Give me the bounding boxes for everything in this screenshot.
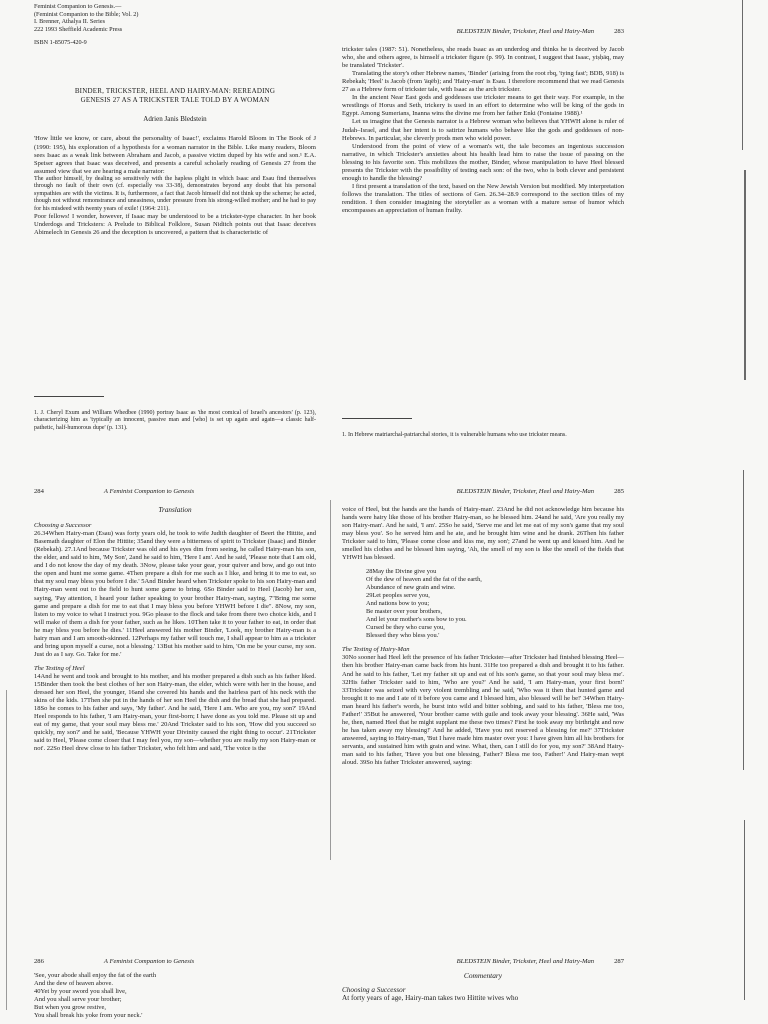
subheading: The Testing of Hairy-Man [342, 646, 410, 654]
running-head-title: BLEDSTEIN Binder, Trickster, Heel and Hairy-Man [456, 488, 595, 495]
poem-line: 'See, your abode shall enjoy the fat of the earth [34, 972, 157, 980]
section-title: Translation [158, 506, 192, 515]
poem-line: You shall break his yoke from your neck.' [34, 1012, 143, 1020]
scan-edge-line [742, 0, 743, 150]
body-paragraph: Poor fellows! I wonder, however, if Isaac may be understood to be a trickster-type character. In her book Underdogs and Tricksters: A Prelude to Biblical Folklore, Susan Niditch points out that Isaac deceives Abimelech in Genesis 26 and the deception is uncovered, a pattern that is characteristic of [34, 213, 316, 237]
section-title: Commentary [463, 971, 503, 981]
scan-edge-line [6, 690, 7, 1010]
body-paragraph: Translating the story's other Hebrew names, 'Binder' (arising from the root rbq, 'tying fast'; BDB, 918) is Rebekah; 'Heel' is Jacob (from 'āqēb); and 'Hairy-man' is Esau. I therefore recommend that we read Genesis 27 as a Hebrew form of trickster tale, with Isaac as the arch trickster. [342, 70, 624, 94]
isbn: ISBN 1-85075-420-9 [34, 39, 87, 47]
subheading: The Testing of Heel [34, 664, 85, 672]
poem-line: And nations bow to you; [366, 600, 430, 608]
running-head [342, 488, 624, 496]
body-paragraph: 30No sooner had Heel left the presence of his father Trickster—after Trickster had finished blessing Heel—then his brother Hairy-man came back from his hunt. 31He too prepared a dish and brought it to his father. And he said to his father, 'Let my father sit up and eat of his son's game, so that your soul may bless me'. 32His father Trickster said to him, 'Who are you?' And he said, 'I am Hairy-man, your first born!' 33Trickster was seized with very violent trembling and he said, 'Who was it then that hunted game and brought it to me and I ate of it before you came and I blessed him, also blessed will he be!' 34When Hairy-man heard his father's words, he burst into wild and bitter sobbing, and said to his father, 'Bless me too, Father!' 35But he answered, 'Your brother came with guile and took away your blessing'. 36He said, 'Was he, then, named Heel that he might supplant me these two times? First he took away my birthright and now he has taken away my blessing!' And he added, 'Have you not reserved a blessing for me?' 37Trickster answered, saying to Hairy-man, 'But I have made him master over you: I have given him all his brothers for servants, and sustained him with grain and wine. What, then, can I still do for you, my son?' 38And Hairy-man said to his father, 'Have you but one blessing, Father? Bless me too, Father!' And Hairy-man wept aloud. 39So his father Trickster answered, saying: [342, 654, 624, 767]
page-number: 287 [614, 958, 624, 965]
pubinfo-line: 222 1993 Sheffield Academic Press [34, 25, 123, 33]
poem-line: Cursed be they who curse you, [366, 624, 445, 632]
subheading: Choosing a Successor [342, 986, 406, 995]
body-paragraph: In the ancient Near East gods and goddesses use trickster means to get their way. For example, in the wrestlings of Horus and Seth, trickery is used in an effort to determine who will be king of the gods in Egypt. Among Sumerians, Inanna wins the divine me from her father Enki (Fontaine 1988).¹ [342, 94, 624, 118]
body-paragraph: 'How little we know, or care, about the personality of Isaac!', exclaims Harold Bloom in The Book of J (1990: 195), his exploration of a hypothesis for a woman narrator in the Bible. Like many readers, Bloom sees Isaac as a weak link between Abraham and Jacob, a passive victim duped by his wife and son.¹ E.A. Speiser agrees that Isaac was deceived, and presents a careful scholarly reading of Genesis 27 from the assumed view that we are hearing a male narrator: [34, 135, 316, 175]
scan-edge-line [744, 820, 745, 1000]
poem-line: But when you grow restive, [34, 1004, 107, 1012]
running-head [34, 488, 316, 496]
article-author: Adrien Janis Bledstein [143, 115, 207, 124]
running-head [34, 958, 316, 966]
poem-line: And you shall serve your brother; [34, 996, 122, 1004]
page-283 [342, 28, 624, 446]
page-number: 285 [614, 488, 624, 495]
page-287 [342, 958, 624, 1024]
footnote: 1. J. Cheryl Exum and William Whedbee (1990) portray Isaac as 'the most comical of Israel's ancestors' (p. 123), characterizing him as 'typically an innocent, passive man and [who] is set up again and again—a classic half-pathetic, half-humorous dupe' (p. 131). [34, 410, 316, 431]
page-285 [342, 488, 624, 858]
body-paragraph: I first present a translation of the text, based on the New Jewish Version but modified. My interpretation follows the translation. The titles of sections of Gen. 26.34–28.9 correspond to the section titles of my rendition. I then consider imagining the storyteller as a woman with a mature sense of humor which encompasses an appreciation of human frailty. [342, 182, 624, 214]
running-head-title: A Feminist Companion to Genesis [103, 958, 195, 965]
footnote: 1. In Hebrew matriarchal-patriarchal stories, it is vulnerable humans who use trickster means. [342, 432, 567, 438]
poem-line: Of the dew of heaven and the fat of the earth, [366, 576, 482, 584]
body-paragraph: 14And he went and took and brought to his mother, and his mother prepared a dish such as his father liked. 15Binder then took the best clothes of her son Hairy-man, the elder, which were with her in the house, and dressed her son Heel, the younger, 16and she covered his hands and the hairless part of his neck with the skins of the kids. 17Then she put in the hands of her son Heel the dish and the bread that she had prepared. 18So he comes to his father and says, 'My father'. And he said, 'Here I am. Who are you, my son?' 19And Heel responds to his father, 'I am Hairy-man, your first-born; I have done as you told me. Please sit up and eat of my game, that your soul may bless me.' 20And Trickster said to his son, 'How did you succeed so quickly, my son?' and he said, 'Because YHWH your Divinity caused the right thing to occur'. 21Trickster said to Heel, 'Please come closer that I may feel you, my son—whether you are really my son Hairy-man or not'. 22So Heel drew close to his father Trickster, who felt him and said, 'The voice is the [34, 672, 316, 753]
body-paragraph: Let us imagine that the Genesis narrator is a Hebrew woman who believes that YHWH alone is ruler of Judah–Israel, and that her intent is to satirize humans who behave like the gods and goddesses of non-Hebrews. In particular, she cleverly prods men who wield power. [342, 118, 624, 142]
footnote-rule [342, 418, 412, 419]
page-article-opening [34, 0, 316, 456]
scan-edge-line [744, 170, 746, 380]
poem-line: And let your mother's sons bow to you. [366, 616, 467, 624]
page-number: 286 [34, 958, 44, 965]
body-paragraph: Understood from the point of view of a woman's wit, the tale becomes an ingenious succession narrative, in which Trickster's anxieties about his health lead him to raise the issue of passing on the blessing to his favorite son. This mobilizes the mother, Binder, whose manipulation to have Heel blessed presents the Trickster with the possibility of testing each son: of the two, who is both clever and persistent enough to handle the blessing? [342, 142, 624, 182]
footnote-rule [34, 396, 104, 397]
pubinfo-line: (Feminist Companion to the Bible; Vol. 2) [34, 10, 139, 18]
page-284 [34, 488, 316, 858]
scan-edge-line [743, 470, 744, 770]
block-quote: The author himself, by dealing so sensitively with the hapless plight in which Isaac and Esau find themselves through no fault of their own (cf. especially vss 33-38), demonstrates beyond any doubt that his personal sympathies are with the victims. It is, furthermore, a fact that Jacob himself did not think up the scheme; he acted, though not without remonstrance and uneasiness, under pressure from his strong-willed mother; and he had to pay for his misdeed with twenty years of exile! (1964: 211). [34, 175, 316, 212]
poem-line: 29Let peoples serve you, [366, 592, 430, 600]
poem-line: Be master over your brothers, [366, 608, 443, 616]
page-286 [34, 958, 316, 1024]
subheading: Choosing a Successor [34, 522, 92, 530]
running-head-title: BLEDSTEIN Binder, Trickster, Heel and Hairy-Man [456, 958, 595, 965]
poem-line: And the dew of heaven above. [34, 980, 114, 988]
blessing-poem [366, 568, 624, 640]
poem-line: Blessed they who bless you.' [366, 632, 440, 640]
poem-line: Abundance of new grain and wine. [366, 584, 456, 592]
body-paragraph: 26.34When Hairy-man (Esau) was forty years old, he took to wife Judith daughter of Beeri the Hittite, and Basemath daughter of Elon the Hittite; 35and they were a bitterness of spirit to Trickster (Isaac) and Binder (Rebekah). 27.1And because Trickster was old and his eyes dim from seeing, he called Hairy-man his son, the elder, and said to him, 'My Son', 2and he said to him, 'Here I am'. And he said, 'Please note that I am old, and I do not know the day of my death. 3Now, please take your gear, your quiver and bow, and go out into the open and hunt me some game. 4Then prepare a dish for me such as I like, and bring it to me to eat, so that my soul may bless you before I die.' 5And Binder heard when Trickster spoke to his son Hairy-man and Hairy-man went out to the field to hunt some game to bring. 6So Binder said to Heel (Jacob) her son, saying, 'Pay attention, I heard your father speaking to your brother Hairy-man, saying, 7"Bring me some game and prepare a dish for me to eat that I may bless you before YHWH before I die". 8Now, my son, listen to my voice to what I instruct you. 9Go please to the flock and take from there two choice kids, and I will make of them a dish for your father, such as he likes. 10Then take it to your father to eat, in order that he may bless you before he dies.' 11Heel answered his mother Binder, 'Look, my brother Hairy-man is a hairy man and I am smooth-skinned. 12Perhaps my father will touch me, I shall appear to him as a trickster and bring upon myself a curse, not a blessing.' 13But his mother said to him, 'On me be your curse, my son. Just do as I say. Go. Take for me.' [34, 530, 316, 658]
article-title: BINDER, TRICKSTER, HEEL AND HAIRY-MAN: REREADING GENESIS 27 AS A TRICKSTER TALE TOLD BY A WOMAN [74, 87, 276, 105]
running-head-title: BLEDSTEIN Binder, Trickster, Heel and Hairy-Man [456, 28, 595, 35]
poem-continuation [34, 972, 316, 1020]
running-head-title: A Feminist Companion to Genesis [103, 488, 195, 495]
body-paragraph: voice of Heel, but the hands are the hands of Hairy-man'. 23And he did not acknowledge him because his hands were hairy like those of his brother Hairy-man, so he blessed him. 24and he said, 'Are you really my son Hairy-man'. And he said, 'I am'. 25So he said, 'Serve me and let me eat of my son's game that my soul may bless you'. So he served him and he ate, and he brought him wine and he drank. 26Then his father Trickster said to him, 'Please come close and kiss me, my son'; 27and he went up and kissed him. And he smelled his clothes and he blessed him saying, 'Ah, the smell of my son is like the smell of the fields that YHWH has blessed. [342, 506, 624, 562]
running-head [342, 28, 624, 36]
page-number: 283 [614, 28, 624, 35]
pubinfo-line: I. Brenner, Athalya II. Series [34, 18, 106, 26]
body-paragraph: At forty years of age, Hairy-man takes two Hittite wives who [342, 994, 519, 1003]
running-head [342, 958, 624, 966]
poem-line: 40Yet by your sword you shall live, [34, 988, 127, 996]
page-number: 284 [34, 488, 44, 495]
publication-info [34, 3, 316, 33]
body-paragraph: trickster tales (1987: 51). Nonetheless, she reads Isaac as an underdog and thinks he is deceived by Jacob who, she and others agree, is himself a trickster figure (p. 99). In contrast, I suggest that Isaac, yiṣḥāq, may be translated 'Trickster'. [342, 46, 624, 70]
scan-gutter-line [330, 500, 331, 860]
pubinfo-line: Feminist Companion to Genesis.— [34, 3, 122, 10]
poem-line: 28May the Divine give you [366, 568, 437, 576]
